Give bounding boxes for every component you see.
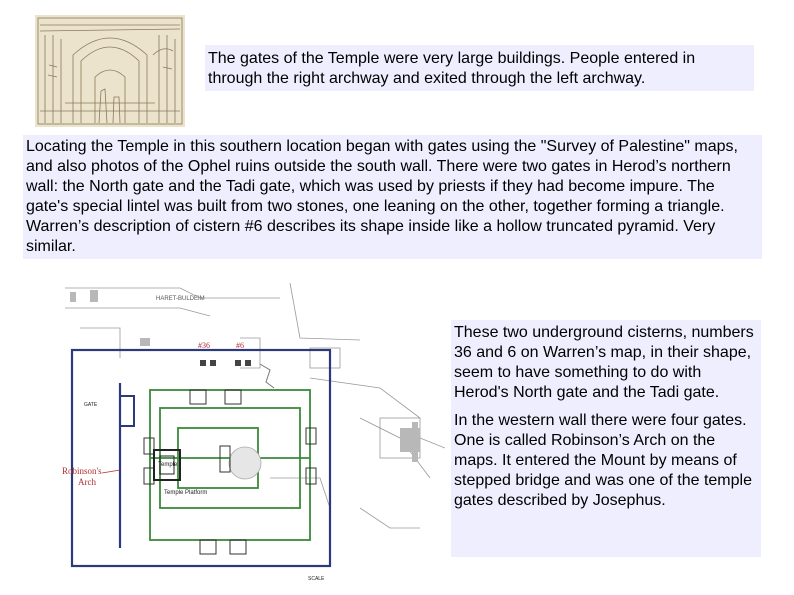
map-label-temple-platform: Temple Platform	[164, 490, 208, 496]
side-text-box	[451, 320, 761, 557]
map-label-arch: Arch	[78, 477, 96, 487]
main-paragraph	[23, 135, 762, 259]
temple-gate-sketch-image	[35, 15, 185, 127]
warren-temple-map	[60, 278, 445, 585]
sketch-caption	[205, 45, 754, 91]
sketch-caption-text: The gates of the Temple were very large buildings. People entered in through the right archway and exited through the left archway.	[208, 50, 696, 87]
side-paragraph-cisterns: These two underground cisterns, numbers 36 and 6 on Warren’s map, in their shape, seem to have something to do with Herod's North gate and the Tadi gate.	[454, 324, 754, 401]
map-label-temple: Temple	[158, 462, 178, 468]
main-paragraph-text: Locating the Temple in this southern location began with gates using the "Survey of Palestine" maps, and also photos of the Ophel ruins outside the south wall. There were two gates in Herod’s northern wall: the North gate and the Tadi gate, which was used by priests if they had become impure. The gate's special lintel was built from two stones, one leaning on the other, together forming a triangle. Warren’s description of cistern #6 describes its shape inside like a hollow truncated pyramid. Very similar.	[26, 138, 738, 255]
map-label-cistern-36: #36	[198, 341, 210, 350]
map-label-gate: GATE	[84, 402, 98, 408]
map-label-robinson: Robinson's	[62, 466, 102, 476]
map-street-label: HARET-BULDEIM	[156, 296, 205, 302]
side-paragraph-western-gates: In the western wall there were four gates. One is called Robinson’s Arch on the maps. It entered the Mount by means of stepped bridge and was one of the temple gates described by Josephus.	[454, 412, 752, 509]
map-label-scale: SCALE	[308, 576, 325, 582]
map-label-cistern-6: #6	[236, 341, 244, 350]
